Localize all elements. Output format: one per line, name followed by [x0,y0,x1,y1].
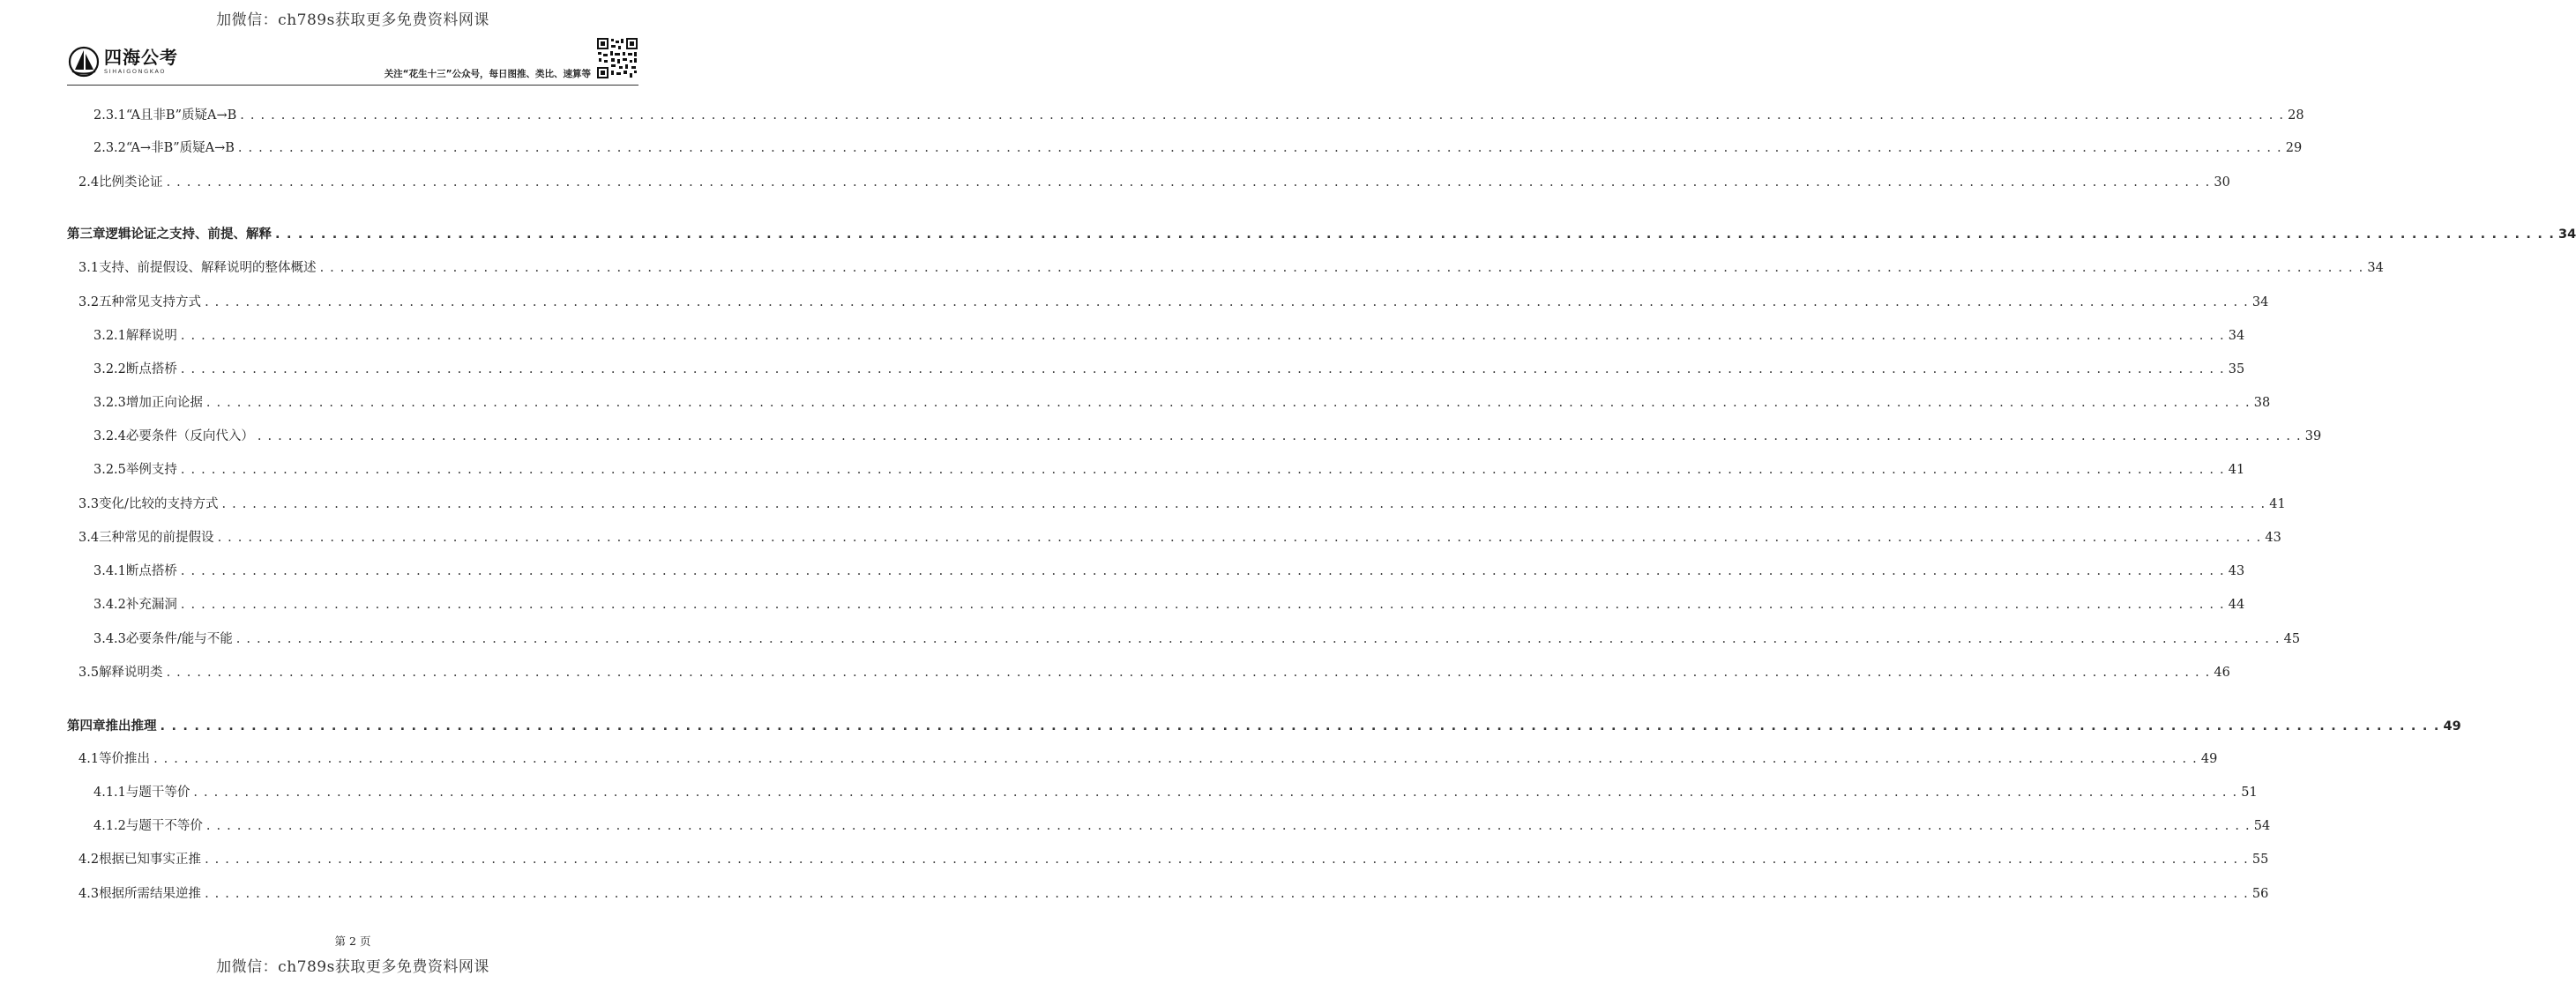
toc-entry-page: 51 [2241,786,2258,800]
header-slogan: 关注“花生十三”公众号，每日图推、类比、速算等 [384,69,591,79]
toc-leader-dots: . . . . . . . . . . . . . . . . . . . . . . . . . . . . . . . . . . . . . . . . . . . . . . . . . . . . . . . . . . . . . . . . . . . . . . . . . . . . . . . . . . . . . . . . . . . . . . . . . . . . . . . . . . . . . . . . . . . . . . . . . . . . . . . . . . . . . . . . . . . . . . . . . . . . . . . . . . . . . . . . . . . . . . . . . . . . . . . . . . . . . . . . . . . . . . . . . . . . . . . . [217,531,2262,545]
toc-entry-number: 3.2.3 [93,396,126,410]
toc-entry-title: “A且非B”质疑A→B [125,108,237,123]
toc-entry[interactable] [67,394,2271,412]
toc-entry-number: 3.2.4 [93,429,126,443]
toc-entry[interactable] [67,428,2322,445]
toc-entry[interactable] [67,327,2245,345]
toc-leader-dots: . . . . . . . . . . . . . . . . . . . . . . . . . . . . . . . . . . . . . . . . . . . . . . . . . . . . . . . . . . . . . . . . . . . . . . . . . . . . . . . . . . . . . . . . . . . . . . . . . . . . . . . . . . . . . . . . . . . . . . . . . . . . . . . . . . . . . . . . . . . . . . . . . . . . . . . . . . . . . . . . . . . . . . . . . . . . . . . . . . . . . . . . . . . . . . . . . . . . . . . . [205,819,2251,833]
toc-leader-dots: . . . . . . . . . . . . . . . . . . . . . . . . . . . . . . . . . . . . . . . . . . . . . . . . . . . . . . . . . . . . . . . . . . . . . . . . . . . . . . . . . . . . . . . . . . . . . . . . . . . . . . . . . . . . . . . . . . . . . . . . . . . . . . . . . . . . . . . . . . . . . . . . . . . . . . . . . . . . . . . . . . . . . . . . . . . . . . . . . . . . . . . . . . . . . . . . . . . . . . . . [319,261,2364,275]
toc-entry-page: 34 [2228,329,2245,343]
toc-entry-page: 54 [2253,819,2271,833]
toc-entry-number: 3.4.3 [93,632,126,646]
toc-leader-dots: . . . . . . . . . . . . . . . . . . . . . . . . . . . . . . . . . . . . . . . . . . . . . . . . . . . . . . . . . . . . . . . . . . . . . . . . . . . . . . . . . . . . . . . . . . . . . . . . . . . . . . . . . . . . . . . . . . . . . . . . . . . . . . . . . . . . . . . . . . . . . . . . . . . . . . . . . . . . . . . . . . . . . . . . . . . . . . . . . . . . . . . . . . . . . . . . . . . . . . . . [180,598,2225,612]
toc-entry-title: 根据所需结果逆推 [99,887,202,901]
toc-entry-page: 41 [2269,497,2286,511]
toc-entry-title: 支持、前提假设、解释说明的整体概述 [99,261,317,275]
qr-code-icon [596,37,638,79]
toc-leader-dots: . . . . . . . . . . . . . . . . . . . . . . . . . . . . . . . . . . . . . . . . . . . . . . . . . . . . . . . . . . . . . . . . . . . . . . . . . . . . . . . . . . . . . . . . . . . . . . . . . . . . . . . . . . . . . . . . . . . . . . . . . . . . . . . . . . . . . . . . . . . . . . . . . . . . . . . . . . . . . . . . . . . . . . . . . . . . . . . . . . . . . . . . . . . . . . . . . . . . . . . . [166,666,2211,680]
toc-entry[interactable] [67,562,2245,580]
toc-entry-number: 4.3 [78,887,100,901]
logo [67,46,178,78]
toc-entry-title: 解释说明类 [99,666,163,680]
toc-entry-number: 2.3.1 [93,108,126,123]
logo-text-en: SIHAIGONGKAO [104,68,167,76]
toc-entry-page: 34 [2558,227,2576,242]
toc-entry-number: 3.2 [78,295,100,309]
toc-entry-number: 3.4 [78,531,100,545]
toc-leader-dots: . . . . . . . . . . . . . . . . . . . . . . . . . . . . . . . . . . . . . . . . . . . . . . . . . . . . . . . . . . . . . . . . . . . . . . . . . . . . . . . . . . . . . . . . . . . . . . . . . . . . . . . . . . . . . . . . . . . . . . . . . . . . . . . . . . . . . . . . . . . . . . . . . . . . . . . . . . . . . . . . . . . . . . . . . . . . . . . . . . . . . . . . . . . . . . . . . . . . . . . . [205,853,2249,867]
toc-entry-title: 五种常见支持方式 [99,295,202,309]
toc-entry-title: 与题干等价 [125,786,190,800]
toc-entry[interactable] [67,596,2245,614]
toc-entry-page: 35 [2228,362,2245,376]
toc-entry-page: 49 [2200,752,2218,766]
toc-leader-dots: . . . . . . . . . . . . . . . . . . . . . . . . . . . . . . . . . . . . . . . . . . . . . . . . . . . . . . . . . . . . . . . . . . . . . . . . . . . . . . . . . . . . . . . . . . . . . . . . . . . . . . . . . . . . . . . . . . . . . . . . . . . . . . . . . . . . . . . . . . . . . . . . . . . . . . . . . . . . . . . . . . . . . . . . . . . . . . . . . . . . . . . . . . . . . . . . . . . . . . . . [205,396,2251,410]
toc-entry-page: 28 [2288,108,2304,123]
toc-entry[interactable] [67,630,2301,648]
toc-entry[interactable] [67,750,2218,768]
toc-leader-dots: . . . . . . . . . . . . . . . . . . . . . . . . . . . . . . . . . . . . . . . . . . . . . . . . . . . . . . . . . . . . . . . . . . . . . . . . . . . . . . . . . . . . . . . . . . . . . . . . . . . . . . . . . . . . . . . . . . . . . . . . . . . . . . . . . . . . . . . . . . . . . . . . . . . . . . . . . . . . . . . . . . . . . . . . . . . . . . . . . . . . . . . . . . . . . . . . . . . . . . . . [221,497,2266,511]
toc-entry-page: 44 [2228,598,2245,612]
toc-entry-number: 3.4.2 [93,598,126,612]
toc-entry-title: 必要条件（反向代入） [125,429,254,443]
toc-entry[interactable] [67,495,2286,513]
toc-entry-title: 断点搭桥 [125,362,177,376]
toc-entry-page: 45 [2283,632,2301,646]
toc-entry-title: 逻辑论证之支持、前提、解释 [105,227,272,242]
toc-entry[interactable] [67,664,2230,681]
toc-entry-title: 推出推理 [105,719,157,734]
watermark-bottom: 加微信：ch789s获取更多免费资料网课 [216,958,489,976]
toc-entry-number: 第四章 [67,719,106,734]
toc-entry-title: 变化/比较的支持方式 [99,497,219,511]
toc-entry[interactable] [67,461,2245,479]
toc-entry[interactable] [67,817,2271,835]
toc-entry-title: 比例类论证 [99,175,163,190]
toc-leader-dots: . . . . . . . . . . . . . . . . . . . . . . . . . . . . . . . . . . . . . . . . . . . . . . . . . . . . . . . . . . . . . . . . . . . . . . . . . . . . . . . . . . . . . . . . . . . . . . . . . . . . . . . . . . . . . . . . . . . . . . . . . . . . . . . . . . . . . . . . . . . . . . . . . . . . . . . . . . . . . . . . . . . . . . . . . . . . . . . . . . . . . . . . . . . . . . . . . . . . . . . . [237,141,2282,155]
toc-entry-title: 断点搭桥 [125,564,177,578]
toc-entry-number: 3.4.1 [93,564,126,578]
toc-entry-page: 43 [2265,531,2281,545]
toc-entry-page: 41 [2228,463,2245,477]
toc-leader-dots: . . . . . . . . . . . . . . . . . . . . . . . . . . . . . . . . . . . . . . . . . . . . . . . . . . . . . . . . . . . . . . . . . . . . . . . . . . . . . . . . . . . . . . . . . . . . . . . . . . . . . . . . . . . . . . . . . . . . . . . . . . . . . . . . . . . . . . . . . . . . . . . . . . . . . . . . . . . . . . . . . . . . . . . . . . . . . . . . . . . . . . . . . . . . . . . . . . . . . . . . [205,887,2249,901]
toc-entry-page: 56 [2251,887,2269,901]
toc-entry-page: 39 [2304,429,2322,443]
toc-leader-dots: . . . . . . . . . . . . . . . . . . . . . . . . . . . . . . . . . . . . . . . . . . . . . . . . . . . . . . . . . . . . . . . . . . . . . . . . . . . . . . . . . . . . . . . . . . . . . . . . . . . . . . . . . . . . . . . . . . . . . . . . . . . . . . . . . . . . . . . . . . . . . . . . . . . . . . . . . . . . . . . . . . . . . . . . . . . . . . . . . . . . . . . . . . . . . . . . . . . . . . . . [180,463,2225,477]
toc-entry-page: 29 [2285,141,2303,155]
toc-entry-number: 4.1.2 [93,819,126,833]
toc-entry-number: 4.1 [78,752,100,766]
toc-entry-title: 根据已知事实正推 [99,853,202,867]
toc-entry-title: “A→非B”质疑A→B [125,141,235,155]
toc-entry-title: 与题干不等价 [125,819,203,833]
toc-leader-dots: . . . . . . . . . . . . . . . . . . . . . . . . . . . . . . . . . . . . . . . . . . . . . . . . . . . . . . . . . . . . . . . . . . . . . . . . . . . . . . . . . . . . . . . . . . . . . . . . . . . . . . . . . . . . . . . . . . . . . . . . . . . . . . . . . . . . . . . . . . . . . . . . . . . . . . . . . . . . . . . . . . . . . . . . . . . . . . . . . . . . . . . . . . . . . . . . . . . . . . . . [180,564,2225,578]
toc-entry[interactable] [67,851,2269,868]
toc-entry-page: 43 [2228,564,2245,578]
toc-entry[interactable] [67,174,2230,191]
toc-entry[interactable] [67,107,2304,124]
toc-entry[interactable] [67,259,2384,277]
toc-leader-dots: . . . . . . . . . . . . . . . . . . . . . . . . . . . . . . . . . . . . . . . . . . . . . . . . . . . . . . . . . . . . . . . . . . . . . . . . . . . . . . . . . . . . . . . . . . . . . . . . . . . . . . . . . . . . . . . . . . . . . . . . . . . . . . . . . . . . . . . . . . . . . . . . . . . . . . . . . . . . . . . . . . . . . . . . . . . . . . . . . . . . . . . . . . . . . . . . . . . . . . . . [235,632,2281,646]
toc-entry-title: 解释说明 [125,329,177,343]
toc-entry[interactable] [67,139,2303,157]
toc-entry-number: 4.2 [78,853,100,867]
toc-leader-dots: . . . . . . . . . . . . . . . . . . . . . . . . . . . . . . . . . . . . . . . . . . . . . . . . . . . . . . . . . . . . . . . . . . . . . . . . . . . . . . . . . . . . . . . . . . . . . . . . . . . . . . . . . . . . . . . . . . . . . . . . . . . . . . . . . . . . . . . . . . . . . . . . . . . . . . . . . . . . . . . . . . . . . . . . . . . . . . . . . . . . . . . . . . . . . . . . . . . . . . . . [193,786,2238,800]
toc-entry-number: 3.3 [78,497,100,511]
toc-entry[interactable] [67,294,2269,311]
toc-entry-number: 2.4 [78,175,100,190]
toc-entry-title: 增加正向论据 [125,396,203,410]
toc-entry-title: 举例支持 [125,463,177,477]
toc-entry-number: 3.5 [78,666,100,680]
watermark-top: 加微信：ch789s获取更多免费资料网课 [216,11,489,29]
toc-entry-number: 第三章 [67,227,106,242]
toc-entry-page: 34 [2251,295,2269,309]
toc-leader-dots: . . . . . . . . . . . . . . . . . . . . . . . . . . . . . . . . . . . . . . . . . . . . . . . . . . . . . . . . . . . . . . . . . . . . . . . . . . . . . . . . . . . . . . . . . . . . . . . . . . . . . . . . . . . . . . . . . . . . . . . . . . . . . . . . . . . . . . . . . . . . . . . . . . . . . . . . . . . . . . . . . . . . . . . . . . . . . . . . . . . . . . . . . . . . . . . . . . . . . . . . [166,175,2211,190]
toc-entry-title: 必要条件/能与不能 [125,632,233,646]
toc-entry[interactable] [67,885,2269,903]
toc-entry-page: 38 [2253,396,2271,410]
toc-leader-dots: . . . . . . . . . . . . . . . . . . . . . . . . . . . . . . . . . . . . . . . . . . . . . . . . . . . . . . . . . . . . . . . . . . . . . . . . . . . . . . . . . . . . . . . . . . . . . . . . . . . . . . . . . . . . . . . . . . . . . . . . . . . . . . . . . . . . . . . . . . . . . . . . . . . . . . . . . . . . . . . . . . . . . . . . . . . . . . . . . . . . . . . . . . . . . . . . . . . . . . . . [240,108,2285,123]
toc-entry-number: 3.2.5 [93,463,126,477]
toc-entry-title: 等价推出 [99,752,151,766]
toc-leader-dots: . . . . . . . . . . . . . . . . . . . . . . . . . . . . . . . . . . . . . . . . . . . . . . . . . . . . . . . . . . . . . . . . . . . . . . . . . . . . . . . . . . . . . . . . . . . . . . . . . . . . . . . . . . . . . . . . . . . . . . . . . . . . . . . . . . . . . . . . . . . . . . . . . . . . . . . . . . . . . . . . . . . . . . . . . . . . . . . . . . . . . . . . . . . . . . . . . . . . . . . . [180,329,2225,343]
toc-entry-number: 3.2.2 [93,362,126,376]
toc-entry-title: 补充漏洞 [125,598,177,612]
toc-leader-dots: . . . . . . . . . . . . . . . . . . . . . . . . . . . . . . . . . . . . . . . . . . . . . . . . . . . . . . . . . . . . . . . . . . . . . . . . . . . . . . . . . . . . . . . . . . . . . . . . . . . . . . . . . . . . . . . . . . . . . . . . . . . . . . . . . . . . . . . . . . . . . . . . . . . . . . . . . . . . . . . . . . . . . . . . . . . . . . . . . . . . . . . . . . . . . . . . . . . . . . . . [160,719,2440,734]
toc-leader-dots: . . . . . . . . . . . . . . . . . . . . . . . . . . . . . . . . . . . . . . . . . . . . . . . . . . . . . . . . . . . . . . . . . . . . . . . . . . . . . . . . . . . . . . . . . . . . . . . . . . . . . . . . . . . . . . . . . . . . . . . . . . . . . . . . . . . . . . . . . . . . . . . . . . . . . . . . . . . . . . . . . . . . . . . . . . . . . . . . . . . . . . . . . . . . . . . . . . . . . . . . [275,227,2556,242]
toc-entry-page: 30 [2214,175,2230,190]
header-divider [67,85,638,86]
toc-leader-dots: . . . . . . . . . . . . . . . . . . . . . . . . . . . . . . . . . . . . . . . . . . . . . . . . . . . . . . . . . . . . . . . . . . . . . . . . . . . . . . . . . . . . . . . . . . . . . . . . . . . . . . . . . . . . . . . . . . . . . . . . . . . . . . . . . . . . . . . . . . . . . . . . . . . . . . . . . . . . . . . . . . . . . . . . . . . . . . . . . . . . . . . . . . . . . . . . . . . . . . . . [205,295,2249,309]
page-number: 第 2 页 [334,935,371,948]
toc-leader-dots: . . . . . . . . . . . . . . . . . . . . . . . . . . . . . . . . . . . . . . . . . . . . . . . . . . . . . . . . . . . . . . . . . . . . . . . . . . . . . . . . . . . . . . . . . . . . . . . . . . . . . . . . . . . . . . . . . . . . . . . . . . . . . . . . . . . . . . . . . . . . . . . . . . . . . . . . . . . . . . . . . . . . . . . . . . . . . . . . . . . . . . . . . . . . . . . . . . . . . . . . [180,362,2225,376]
toc-entry-number: 2.3.2 [93,141,126,155]
toc-entry-title: 三种常见的前提假设 [99,531,214,545]
page-header [67,35,638,85]
logo-text-cn: 四海公考 [104,47,178,69]
toc-entry-number: 3.1 [78,261,100,275]
toc-chapter-entry[interactable] [67,226,2576,243]
toc-entry-page: 46 [2214,666,2230,680]
toc-leader-dots: . . . . . . . . . . . . . . . . . . . . . . . . . . . . . . . . . . . . . . . . . . . . . . . . . . . . . . . . . . . . . . . . . . . . . . . . . . . . . . . . . . . . . . . . . . . . . . . . . . . . . . . . . . . . . . . . . . . . . . . . . . . . . . . . . . . . . . . . . . . . . . . . . . . . . . . . . . . . . . . . . . . . . . . . . . . . . . . . . . . . . . . . . . . . . . . . . . . . . . . . [153,752,2198,766]
toc-entry-number: 3.2.1 [93,329,126,343]
toc-entry[interactable] [67,529,2281,547]
toc-entry-page: 49 [2443,719,2461,734]
toc-entry-page: 34 [2367,261,2384,275]
toc-entry-number: 4.1.1 [93,786,126,800]
toc-entry[interactable] [67,361,2245,378]
toc-leader-dots: . . . . . . . . . . . . . . . . . . . . . . . . . . . . . . . . . . . . . . . . . . . . . . . . . . . . . . . . . . . . . . . . . . . . . . . . . . . . . . . . . . . . . . . . . . . . . . . . . . . . . . . . . . . . . . . . . . . . . . . . . . . . . . . . . . . . . . . . . . . . . . . . . . . . . . . . . . . . . . . . . . . . . . . . . . . . . . . . . . . . . . . . . . . . . . . . . . . . . . . . [257,429,2302,443]
toc-entry[interactable] [67,784,2258,801]
toc-entry-page: 55 [2251,853,2269,867]
sailboat-logo-icon [67,46,101,78]
toc-chapter-entry[interactable] [67,718,2461,735]
